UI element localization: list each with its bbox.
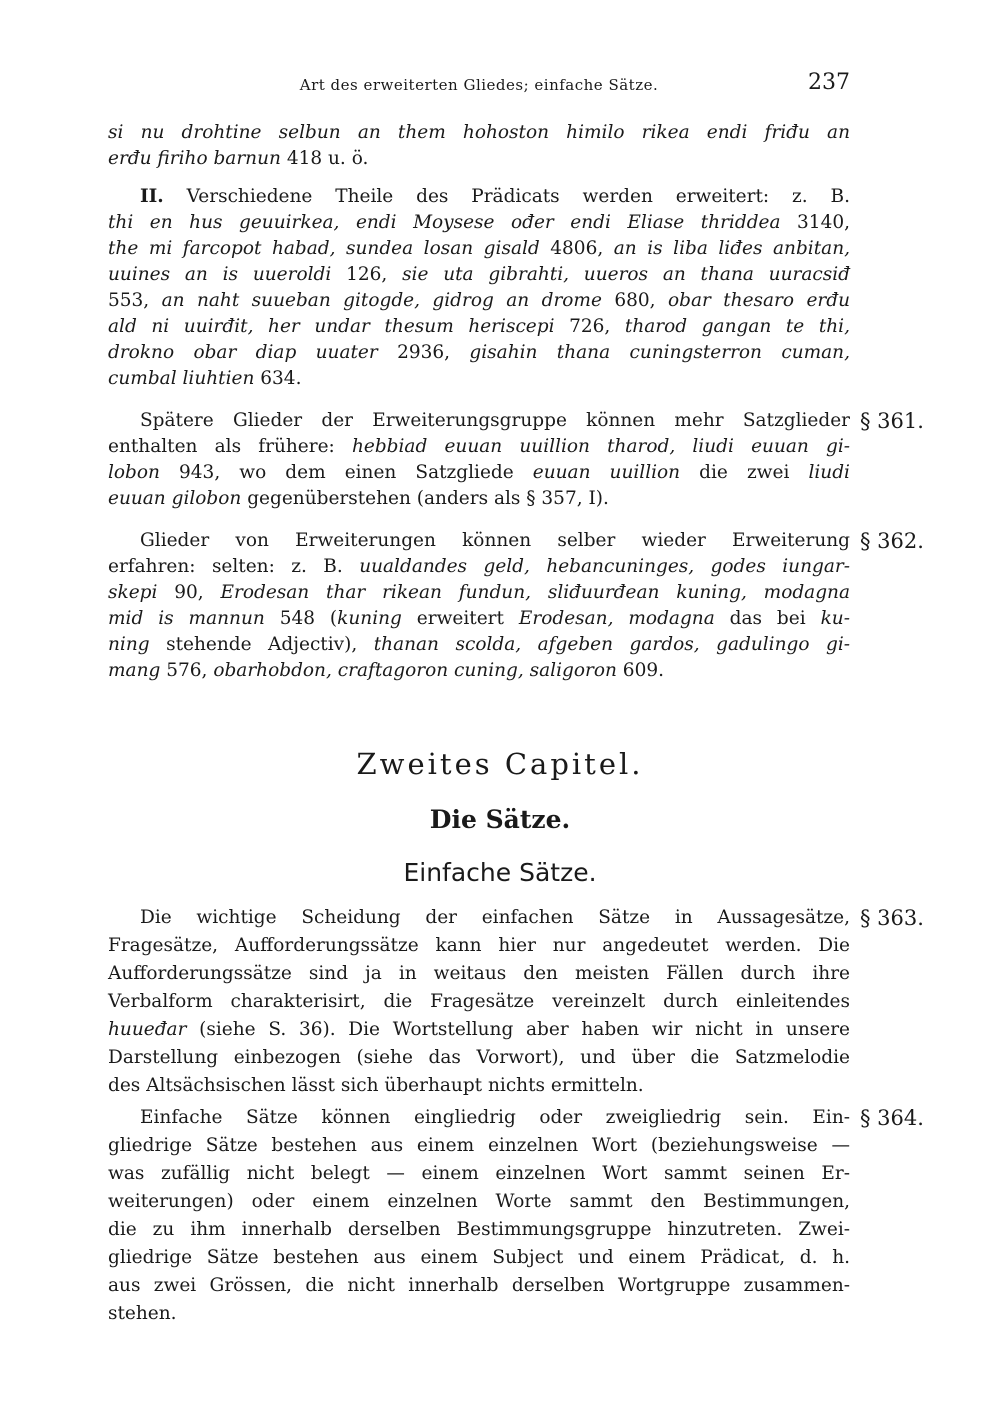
text-line <box>108 1073 850 1099</box>
text-line <box>108 961 850 987</box>
text-line <box>140 184 850 210</box>
text-line <box>108 1301 850 1327</box>
text-line <box>108 658 850 684</box>
old-saxon-quote: ning <box>108 634 150 655</box>
running-header <box>108 70 850 100</box>
text-line <box>108 1161 850 1187</box>
old-saxon-quote: gisahin thana cuningsterron cuman, <box>469 342 850 363</box>
old-saxon-quote: uuines an is uueroldi <box>108 264 332 285</box>
old-saxon-quote: Erodesan, modagna <box>518 608 715 629</box>
body-text: gliedrige Sätze bestehen aus einem einzelnen Wort (beziehungsweise — <box>108 1135 850 1156</box>
text-line <box>108 606 850 632</box>
citation: 576, <box>166 660 208 681</box>
page-number: 237 <box>808 70 850 95</box>
old-saxon-quote: mid is mannun <box>108 608 265 629</box>
old-saxon-quote: Erodesan thar rikean fundun, sliđuurđean kuning, modagna <box>220 582 850 603</box>
citation: 126, <box>346 264 388 285</box>
body-text: was zufällig nicht belegt — einem einzelnen Wort sammt seinen Er- <box>108 1163 850 1184</box>
old-saxon-quote: the mi farcopot habad, sundea losan gisald <box>108 238 540 259</box>
old-saxon-quote: cumbal liuhtien <box>108 368 255 389</box>
text-line <box>108 460 850 486</box>
section-marker-362: § 362. <box>860 529 924 553</box>
old-saxon-quote: obar thesaro erđu <box>667 290 850 311</box>
old-saxon-quote: ku- <box>820 608 850 629</box>
body-text: stehen. <box>108 1303 177 1324</box>
body-text: das bei <box>729 608 806 629</box>
text-line <box>108 434 850 460</box>
body-text: Einfache Sätze können eingliedrig oder zweigliedrig sein. Ein- <box>140 1107 850 1128</box>
text-line <box>108 288 850 314</box>
old-saxon-quote: an naht suueban gitogde, gidrog an drome <box>161 290 602 311</box>
body-text: Spätere Glieder der Erweiterungsgruppe können mehr Satzglieder <box>140 410 850 431</box>
old-saxon-quote: drokno obar diap uuater <box>108 342 378 363</box>
old-saxon-quote: liudi <box>808 462 850 483</box>
body-text: aus zwei Grössen, die nicht innerhalb derselben Wortgruppe zusammen- <box>108 1275 850 1296</box>
body-text: Glieder von Erweiterungen können selber wieder Erweiterung <box>140 530 850 551</box>
body-text: (siehe S. 36). Die Wortstellung aber haben wir nicht in unsere <box>199 1019 850 1040</box>
body-text: 943, wo dem einen Satzgliede <box>179 462 514 483</box>
old-saxon-quote: sie uta gibrahti, uueros an thana uuracsiđ <box>402 264 850 285</box>
citation: 553, <box>108 290 150 311</box>
body-text: Aufforderungssätze sind ja in weitaus den meisten Fällen durch ihre <box>108 963 850 984</box>
text-line <box>108 236 850 262</box>
text-line <box>108 554 850 580</box>
body-text: erweitert <box>416 608 504 629</box>
body-text: erfahren: selten: z. B. <box>108 556 343 577</box>
text-line <box>108 120 850 146</box>
citation: 418 u. ö. <box>286 148 369 169</box>
section-title: Einfache Sätze. <box>403 858 597 887</box>
text-line <box>108 146 850 172</box>
text-line <box>140 1105 850 1131</box>
old-saxon-quote: thi en hus geuuirkea, endi Moysese ođer endi Eliase thriddea <box>108 212 781 233</box>
old-saxon-quote: euuan gilobon <box>108 488 242 509</box>
chapter-subheading: Die Sätze. <box>429 805 571 834</box>
body-text: Verschiedene Theile des Prädicats werden erweitert: z. B. <box>186 186 850 207</box>
body-text: Die wichtige Scheidung der einfachen Sätze in Aussagesätze, <box>140 907 850 928</box>
old-saxon-quote: obarhobdon, craftagoron cuning, saligoron <box>213 660 617 681</box>
old-saxon-quote: skepi <box>108 582 158 603</box>
text-line <box>108 486 850 512</box>
citation: 2936, <box>397 342 451 363</box>
body-text: Darstellung einbezogen (siehe das Vorwort), und über die Satzmelodie <box>108 1047 850 1068</box>
text-line <box>108 1245 850 1271</box>
body-text: Fragesätze, Aufforderungssätze kann hier nur angedeutet werden. Die <box>108 935 850 956</box>
citation: 726, <box>569 316 611 337</box>
text-line <box>108 1273 850 1299</box>
text-line <box>108 632 850 658</box>
text-line <box>140 905 850 931</box>
old-saxon-quote: thanan scolda, afgeben gardos, gadulingo gi- <box>373 634 850 655</box>
old-saxon-quote: ald ni uuirđit, her undar thesum heriscepi <box>108 316 555 337</box>
section-marker-364: § 364. <box>860 1106 924 1130</box>
old-saxon-quote: hebbiad euuan uuillion tharod, liudi euuan gi- <box>351 436 850 457</box>
old-saxon-quote: kuning <box>337 608 402 629</box>
text-line <box>108 1017 850 1043</box>
old-saxon-quote: euuan uuillion <box>532 462 681 483</box>
text-line <box>108 262 850 288</box>
old-saxon-quote: huueđar <box>108 1019 187 1040</box>
citation: 4806, <box>550 238 604 259</box>
citation: 609. <box>622 660 664 681</box>
text-line <box>108 1045 850 1071</box>
old-saxon-quote: uualdandes geld, hebancuninges, godes iungar- <box>359 556 850 577</box>
item-numeral: II. <box>140 186 164 207</box>
citation: 3140, <box>797 212 850 233</box>
text-line <box>108 1133 850 1159</box>
text-line <box>108 933 850 959</box>
running-title: Art des erweiterten Gliedes; einfache Sätze. <box>299 76 659 94</box>
text-line <box>108 366 850 392</box>
old-saxon-quote: lobon <box>108 462 160 483</box>
text-line <box>108 340 850 366</box>
section-marker-361: § 361. <box>860 409 924 433</box>
body-text: gliedrige Sätze bestehen aus einem Subject und einem Prädicat, d. h. <box>108 1247 850 1268</box>
text-line <box>108 580 850 606</box>
body-text: die zwei <box>699 462 790 483</box>
old-saxon-quote: si nu drohtine selbun an them hohoston himilo rikea endi friđu an <box>108 122 850 143</box>
body-text: weiterungen) oder einem einzelnen Worte sammt den Bestimmungen, <box>108 1191 850 1212</box>
citation: 680, <box>614 290 656 311</box>
text-line <box>140 528 850 554</box>
text-line <box>108 1189 850 1215</box>
old-saxon-quote: an is liba liđes anbitan, <box>613 238 850 259</box>
citation: 90, <box>174 582 204 603</box>
text-line <box>108 989 850 1015</box>
body-text: gegenüberstehen (anders als § 357, I). <box>247 488 609 509</box>
citation: 634. <box>260 368 302 389</box>
old-saxon-quote: mang <box>108 660 161 681</box>
text-line <box>108 210 850 236</box>
body-text: des Altsächsischen lässt sich überhaupt nichts ermitteln. <box>108 1075 644 1096</box>
body-text: stehende Adjectiv), <box>166 634 358 655</box>
body-text: die zu ihm innerhalb derselben Bestimmungsgruppe hinzutreten. Zwei- <box>108 1219 850 1240</box>
chapter-heading: Zweites Capitel. <box>356 747 644 781</box>
old-saxon-quote: tharod gangan te thi, <box>624 316 850 337</box>
text-line <box>108 314 850 340</box>
body-text: enthalten als frühere: <box>108 436 335 457</box>
text-line <box>108 1217 850 1243</box>
old-saxon-quote: erđu firiho barnun <box>108 148 281 169</box>
body-text: 548 ( <box>279 608 338 629</box>
body-text: Verbalform charakterisirt, die Fragesätze vereinzelt durch einleitendes <box>108 991 850 1012</box>
section-marker-363: § 363. <box>860 906 924 930</box>
text-line <box>140 408 850 434</box>
